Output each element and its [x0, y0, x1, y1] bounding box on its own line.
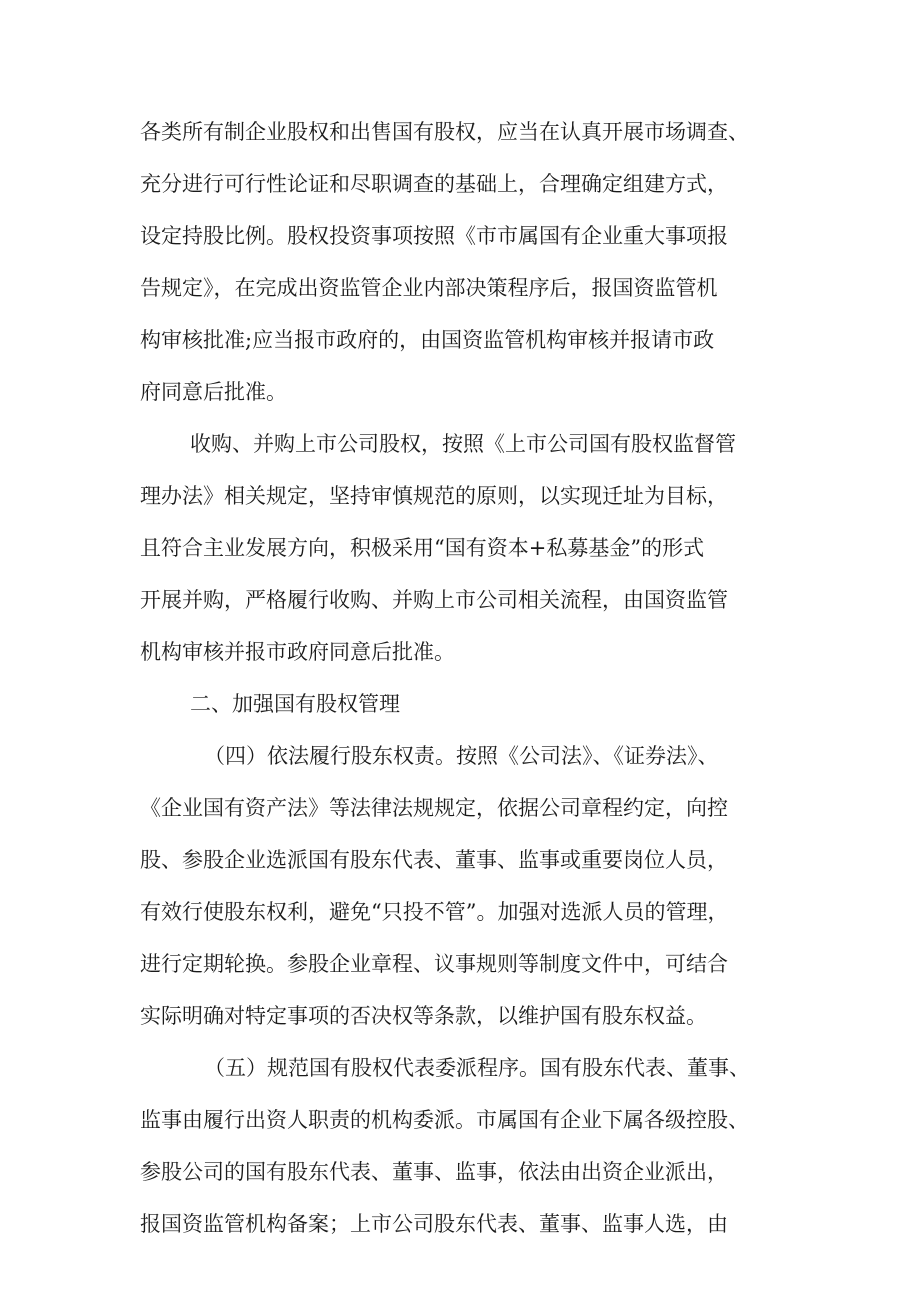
text-line: 各类所有制企业股权和出售国有股权，应当在认真开展市场调查、 [140, 120, 749, 144]
paragraph-start-line: （五）规范国有股权代表委派程序。国有股东代表、董事、 [204, 1056, 750, 1080]
text-line: 监事由履行出资人职责的机构委派。市属国有企业下属各级控股、 [140, 1108, 749, 1132]
text-line: 告规定》，在完成出资监管企业内部决策程序后，报国资监管机 [140, 276, 718, 300]
text-line: 股、参股企业选派国有股东代表、董事、监事或重要岗位人员， [140, 848, 728, 872]
paragraph-start-line: （四）依法履行股东权责。按照《公司法》、《证券法》、 [204, 744, 719, 768]
text-line: 进行定期轮换。参股企业章程、议事规则等制度文件中，可结合 [140, 952, 728, 976]
text-line: 设定持股比例。股权投资事项按照《市市属国有企业重大事项报 [140, 224, 728, 248]
text-line: 报国资监管机构备案；上市公司股东代表、董事、监事人选，由 [140, 1212, 728, 1236]
document-body [140, 106, 810, 1250]
text-line: 《企业国有资产法》等法律法规规定，依据公司章程约定，向控 [140, 796, 728, 820]
text-line: 实际明确对特定事项的否决权等条款，以维护国有股东权益。 [140, 1004, 707, 1028]
paragraph-start-line: 收购、并购上市公司股权，按照《上市公司国有股权监督管 [190, 432, 736, 456]
text-line: 参股公司的国有股东代表、董事、监事，依法由出资企业派出， [140, 1160, 728, 1184]
section-heading: 二、加强国有股权管理 [190, 692, 400, 716]
text-line: 有效行使股东权利，避免“只投不管”。加强对选派人员的管理， [140, 900, 729, 924]
text-line: 构审核批准;应当报市政府的，由国资监管机构审核并报请市政 [140, 328, 715, 352]
text-line: 充分进行可行性论证和尽职调查的基础上，合理确定组建方式， [140, 172, 728, 196]
text-line: 且符合主业发展方向，积极采用“国有资本+私募基金”的形式 [140, 536, 705, 560]
text-line: 开展并购，严格履行收购、并购上市公司相关流程，由国资监管 [140, 588, 728, 612]
text-line: 机构审核并报市政府同意后批准。 [140, 640, 455, 664]
text-line: 理办法》相关规定，坚持审慎规范的原则，以实现迁址为目标， [140, 484, 728, 508]
text-line: 府同意后批准。 [140, 380, 287, 404]
